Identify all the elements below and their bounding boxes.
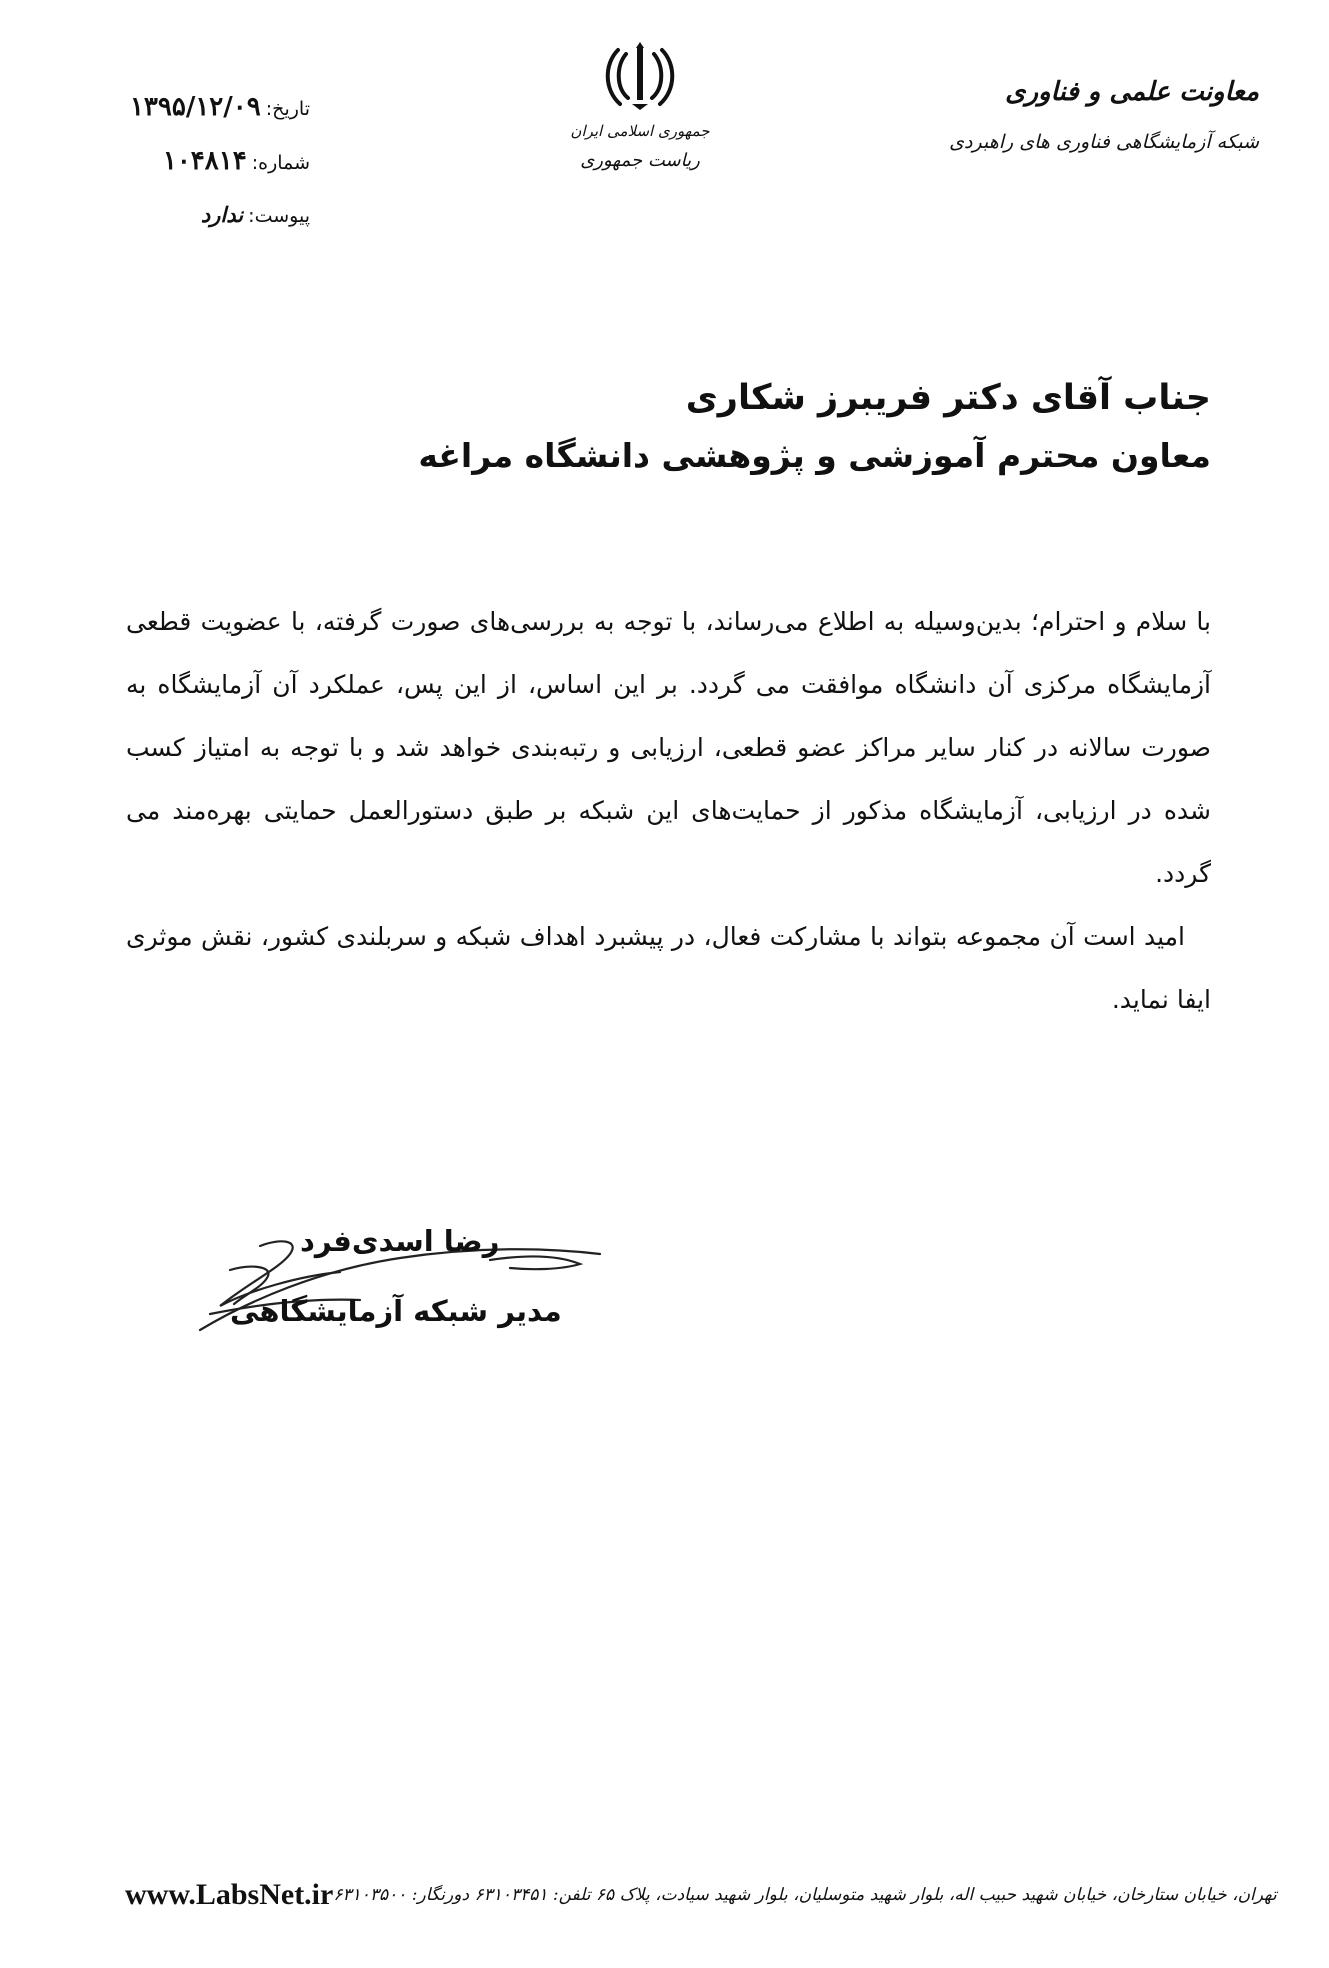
- organization-subunit: شبکه آزمایشگاهی فناوری های راهبردی: [949, 131, 1259, 153]
- recipient-name: جناب آقای دکتر فریبرز شکاری: [685, 378, 1211, 418]
- attachment-label: پیوست:: [248, 205, 310, 227]
- emblem-presidency: ریاست جمهوری: [580, 150, 700, 171]
- number-label: شماره:: [251, 152, 310, 174]
- date-label: تاریخ:: [265, 98, 310, 120]
- letter-body: [126, 590, 1211, 1031]
- meta-date: [50, 80, 310, 134]
- emblem-country: جمهوری اسلامی ایران: [570, 122, 710, 140]
- number-value: ۱۰۴۸۱۴: [162, 146, 247, 176]
- footer-address: تهران، خیابان ستارخان، خیابان شهید حبیب اله، بلوار شهید متوسلیان، بلوار شهید سیادت، پلاک ۶۵ تلفن: ۶۳۱۰۳۴۵۱ دورنگار: ۶۳۱۰۳۵۰۰: [333, 1885, 1277, 1905]
- letter-meta: [50, 80, 310, 242]
- signer-title: مدیر شبکه آزمایشگاهی: [230, 1294, 562, 1328]
- signer-name: رضا اسدی‌فرد: [300, 1224, 500, 1258]
- letterhead-organization: [839, 72, 1259, 172]
- recipient-title: معاون محترم آموزشی و پژوهشی دانشگاه مراغه: [418, 436, 1211, 475]
- body-paragraph-2: امید است آن مجموعه بتواند با مشارکت فعال، در پیشبرد اهداف شبکه و سربلندی کشور، نقش موثری ایفا نماید.: [126, 922, 1211, 1014]
- letter-footer: [125, 1875, 1277, 1915]
- meta-attachment: [50, 188, 310, 242]
- body-paragraph-1: با سلام و احترام؛ بدین‌وسیله به اطلاع می‌رساند، با توجه به بررسی‌های صورت گرفته، با عضویت قطعی آزمایشگاه مرکزی آن دانشگاه موافقت می گردد. بر این اساس، از این پس، عملکرد آن آزمایشگاه به صورت سالانه در کنار سایر مراکز عضو قطعی، ارزیابی و رتبه‌بندی خواهد شد و با توجه به امتیاز کسب شده در ارزیابی، آزمایشگاه مذکور از حمایت‌های این شبکه بر طبق دستورالعمل حمایتی بهره‌مند می گردد.: [126, 607, 1211, 888]
- iran-emblem-icon: [602, 40, 678, 112]
- organization-name: معاونت علمی و فناوری: [1005, 77, 1259, 107]
- meta-number: [50, 134, 310, 188]
- recipient-block: [418, 370, 1211, 486]
- signature-block: [190, 1210, 610, 1350]
- date-value: ۱۳۹۵/۱۲/۰۹: [129, 92, 261, 122]
- website-link[interactable]: www.LabsNet.ir: [125, 1878, 334, 1911]
- attachment-value: ندارد: [200, 202, 244, 227]
- letterhead-emblem: [565, 40, 715, 178]
